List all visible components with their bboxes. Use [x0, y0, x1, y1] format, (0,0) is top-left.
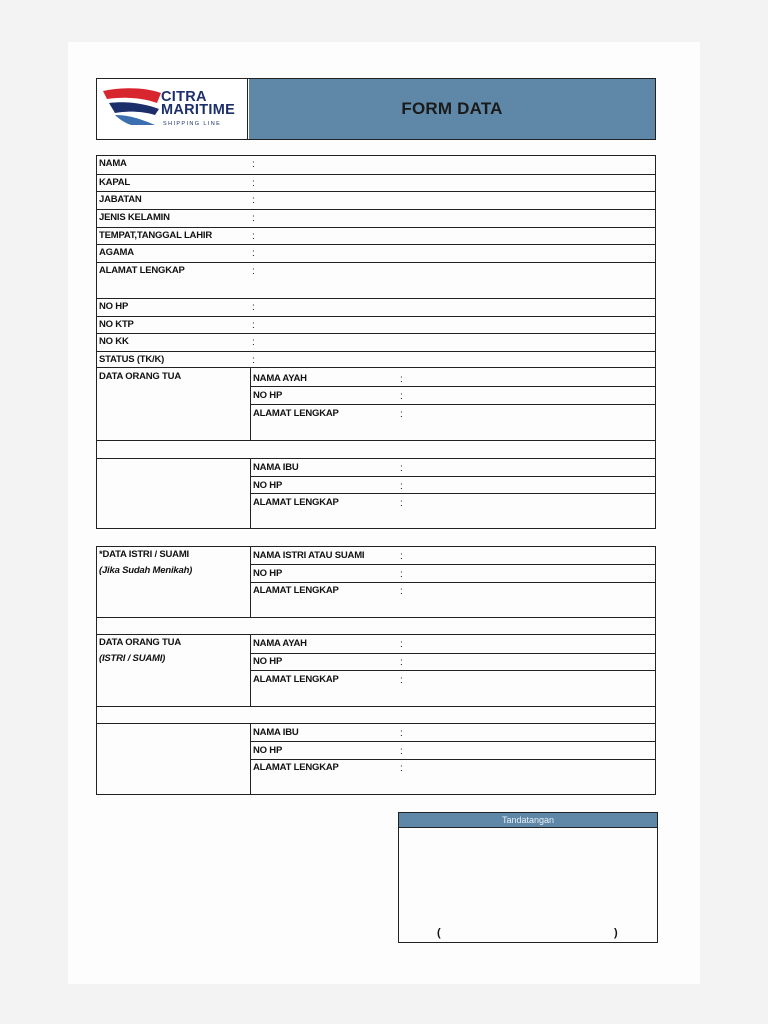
field-colon: :: [400, 639, 403, 650]
field-label-kapal: KAPAL: [99, 177, 131, 188]
logo-wordmark: [161, 91, 235, 117]
spouse-mother-address-label: ALAMAT LENGKAP: [253, 762, 339, 773]
field-label-nama: NAMA: [99, 158, 127, 169]
spouse-parents-note: (ISTRI / SUAMI): [99, 653, 166, 664]
field-colon: :: [252, 178, 255, 189]
field-colon: :: [400, 409, 403, 420]
field-colon: :: [400, 746, 403, 757]
signature-box[interactable]: [398, 812, 658, 943]
field-colon: :: [400, 675, 403, 686]
field-colon: :: [400, 498, 403, 509]
parents-section-label: DATA ORANG TUA: [99, 371, 181, 382]
signature-close-paren: ): [614, 927, 618, 939]
field-label-agama: AGAMA: [99, 247, 134, 258]
field-colon: :: [252, 355, 255, 366]
spouse-parents-label: DATA ORANG TUA: [99, 637, 181, 648]
spouse-mother-phone-label: NO HP: [253, 745, 283, 756]
mother-address-label: ALAMAT LENGKAP: [253, 497, 339, 508]
field-colon: :: [400, 374, 403, 385]
form-title: FORM DATA: [401, 99, 503, 118]
field-colon: :: [252, 320, 255, 331]
field-label-jenis-kelamin: JENIS KELAMIN: [99, 212, 170, 223]
field-colon: :: [252, 266, 255, 277]
logo-line1: CITRA: [161, 89, 207, 105]
father-address-label: ALAMAT LENGKAP: [253, 408, 339, 419]
spouse-father-phone-label: NO HP: [253, 656, 283, 667]
father-phone-label: NO HP: [253, 390, 283, 401]
field-colon: :: [400, 657, 403, 668]
field-colon: :: [400, 463, 403, 474]
field-label-status: STATUS (TK/K): [99, 354, 165, 365]
field-colon: :: [252, 231, 255, 242]
field-colon: :: [252, 337, 255, 348]
field-colon: :: [252, 213, 255, 224]
field-label-alamat-lengkap: ALAMAT LENGKAP: [99, 265, 185, 276]
signature-label: Tandatangan: [399, 813, 657, 828]
mother-phone-label: NO HP: [253, 480, 283, 491]
field-colon: :: [400, 569, 403, 580]
field-label-no-kk: NO KK: [99, 336, 129, 347]
field-colon: :: [400, 481, 403, 492]
field-colon: :: [400, 728, 403, 739]
field-label-no-hp: NO HP: [99, 301, 129, 312]
field-colon: :: [400, 763, 403, 774]
spouse-phone-label: NO HP: [253, 568, 283, 579]
field-colon: :: [252, 248, 255, 259]
field-colon: :: [400, 551, 403, 562]
mother-name-label: NAMA IBU: [253, 462, 299, 473]
spouse-father-address-label: ALAMAT LENGKAP: [253, 674, 339, 685]
field-colon: :: [252, 302, 255, 313]
spouse-name-label: NAMA ISTRI ATAU SUAMI: [253, 550, 365, 561]
field-colon: :: [252, 159, 255, 170]
company-logo: [97, 79, 248, 139]
field-label-tempat-tanggal-lahir: TEMPAT,TANGGAL LAHIR: [99, 230, 212, 241]
field-label-jabatan: JABATAN: [99, 194, 142, 205]
spouse-father-name-label: NAMA AYAH: [253, 638, 307, 649]
field-colon: :: [400, 586, 403, 597]
father-name-label: NAMA AYAH: [253, 373, 307, 384]
spouse-mother-name-label: NAMA IBU: [253, 727, 299, 738]
logo-line2: MARITIME: [161, 102, 236, 118]
signature-open-paren: (: [437, 927, 441, 939]
spouse-section-label: *DATA ISTRI / SUAMI: [99, 549, 189, 560]
logo-swoosh-icon: [101, 85, 163, 135]
spouse-address-label: ALAMAT LENGKAP: [253, 585, 339, 596]
header-title-bar: [249, 79, 655, 139]
field-colon: :: [252, 195, 255, 206]
spouse-section-note: (Jika Sudah Menikah): [99, 565, 193, 576]
field-colon: :: [400, 391, 403, 402]
field-label-no-ktp: NO KTP: [99, 319, 134, 330]
logo-tagline: SHIPPING LINE: [163, 121, 222, 127]
parents-data-table: [96, 367, 656, 529]
